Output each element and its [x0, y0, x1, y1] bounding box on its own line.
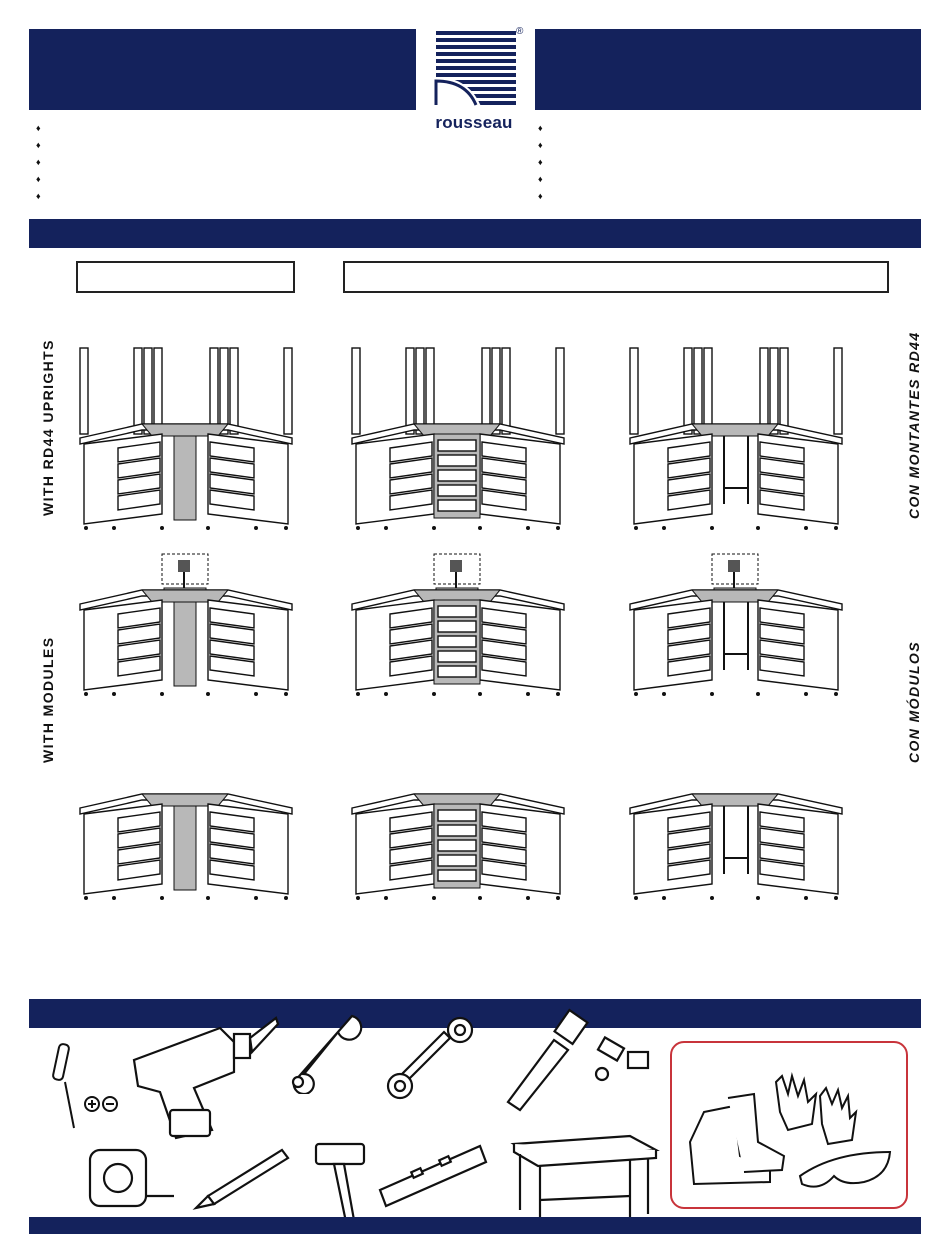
label-with-uprights: WITH RD44 UPRIGHTS [40, 339, 56, 516]
section-header-bar [29, 219, 921, 248]
corner-workbench-with-monitor-drawers [350, 550, 568, 710]
corner-workbench-with-monitor-cabinet [78, 550, 296, 710]
label-with-modules: WITH MODULES [40, 636, 56, 763]
footer-bar [29, 1217, 921, 1234]
wrench-icon [286, 1010, 368, 1094]
hammer-icon [312, 1140, 368, 1224]
bullet-item: ♦ [36, 140, 41, 150]
label-con-montantes: CON MONTANTES RD44 [906, 331, 922, 519]
screwdriver-icon [48, 1040, 128, 1132]
drill-icon [130, 1012, 280, 1142]
bullet-item: ♦ [538, 140, 543, 150]
bullet-item: ♦ [538, 123, 543, 133]
ratchet-wrench-icon [382, 1010, 478, 1108]
bullet-item: ♦ [538, 174, 543, 184]
bullet-item: ♦ [36, 123, 41, 133]
safety-gear-group [684, 1072, 896, 1202]
corner-workbench-with-modules-cabinet [78, 754, 296, 914]
brand-name: rousseau [435, 113, 513, 132]
corner-workbench-with-modules-open-legs [628, 754, 846, 914]
pencil-icon [190, 1144, 290, 1212]
bullet-item: ♦ [36, 157, 41, 167]
tape-measure-icon [82, 1140, 178, 1212]
bullet-item: ♦ [538, 157, 543, 167]
level-icon [376, 1140, 490, 1212]
label-con-modulos: CON MÓDULOS [906, 641, 922, 763]
label-box-left [76, 261, 295, 293]
workbench-icon [510, 1130, 660, 1226]
corner-workbench-with-uprights-drawers [350, 340, 568, 536]
feature-list-right [538, 120, 543, 205]
header-banner-left [29, 29, 416, 110]
header-banner-right [535, 29, 921, 110]
feature-list-left [36, 120, 41, 205]
corner-workbench-with-uprights-open-legs [628, 340, 846, 536]
bullet-item: ♦ [36, 174, 41, 184]
safety-glasses-icon [800, 1152, 890, 1187]
registered-mark: ® [516, 26, 524, 37]
bullet-item: ♦ [538, 191, 543, 201]
safety-boots-icon [690, 1094, 784, 1184]
gloves-icon [776, 1076, 856, 1144]
corner-workbench-with-monitor-open-legs [628, 550, 846, 710]
torque-wrench-icon [502, 1006, 658, 1116]
label-box-right [343, 261, 889, 293]
corner-workbench-with-modules-drawers [350, 754, 568, 914]
corner-workbench-with-uprights-cabinet [78, 340, 296, 536]
bullet-item: ♦ [36, 191, 41, 201]
